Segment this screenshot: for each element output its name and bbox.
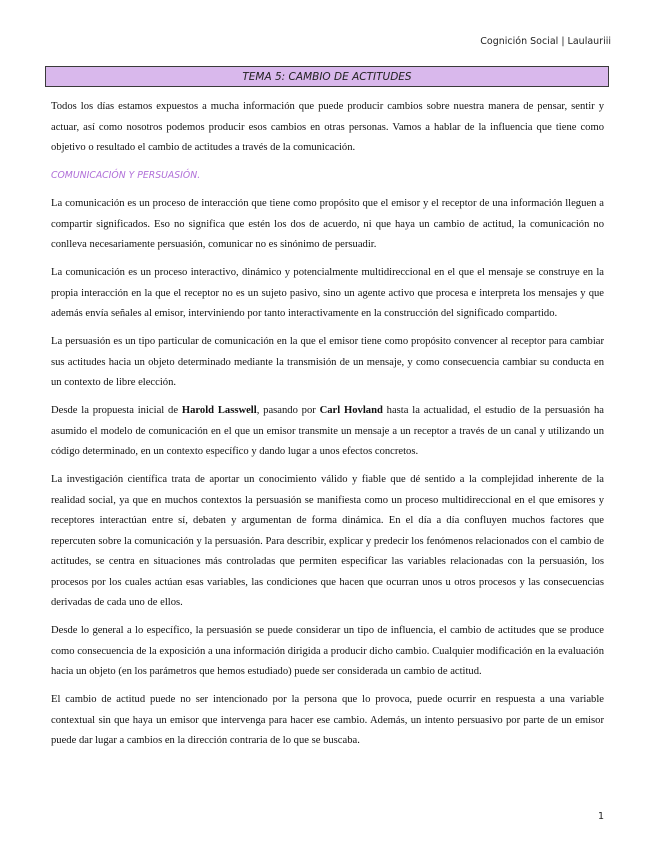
- intro-paragraph: Todos los días estamos expuestos a mucha información que puede producir cambios sobre nuestra manera de pensar, sentir y actuar, así como nosotros podemos producir esos cambios en otras personas. Vamos a hablar de la influencia que tiene como objetivo o resultado el cambio de actitudes a través de la comunicación.: [51, 101, 604, 153]
- paragraph: La persuasión es un tipo particular de comunicación en la que el emisor tiene como propósito convencer al receptor para cambiar sus actitudes hacia un objeto determinado mediante la transmisión de un mensaje, y como consecuencia cambiar su conducta en un contexto de libre elección.: [51, 336, 604, 388]
- author-name-hovland: Carl Hovland: [319, 405, 383, 416]
- paragraph: El cambio de actitud puede no ser intencionado por la persona que lo provoca, puede ocurrir en respuesta a una variable contextual sin que haya un emisor que intervenga para hacer ese cambio. Además, un intento persuasivo por parte de un emisor puede dar lugar a cambios en la dirección contraria de lo que se buscaba.: [51, 694, 604, 746]
- text-span: hasta la actualidad, el estudio de la persuasión ha asumido el modelo de comunicación en el que un emisor transmite un mensaje a un receptor a través de un canal y utilizando un código determinado, en un contexto específico y dando lugar a unos efectos concretos.: [51, 405, 604, 457]
- text-span: , pasando por: [256, 405, 320, 416]
- author-name-lasswell: Harold Lasswell: [181, 405, 257, 416]
- section-heading: COMUNICACIÓN Y PERSUASIÓN.: [51, 170, 201, 181]
- page-header: Cognición Social | Laulauriii: [480, 36, 611, 47]
- document-body: [51, 97, 604, 759]
- page-number: 1: [597, 811, 604, 822]
- paragraph: La investigación científica trata de aportar un conocimiento válido y fiable que dé sentido a la complejidad inherente de la realidad social, ya que en muchos contextos la persuasión se manifiesta como un proceso multidireccional en el que emisores y receptores interactúan entre sí, debaten y argumentan de forma dinámica. En el día a día confluyen muchos factores que repercuten sobre la comunicación y la persuasión. Para describir, explicar y predecir los fenómenos relacionados con el cambio de actitudes, se centra en situaciones más controladas que permiten especificar las variables relacionadas con la persuasión, los procesos por los cuales actúan esas variables, las condiciones que hacen que ocurran unos u otros procesos y las consecuencias derivadas de cada uno de ellos.: [51, 474, 604, 608]
- page-title: TEMA 5: CAMBIO DE ACTITUDES: [45, 66, 609, 87]
- paragraph: La comunicación es un proceso interactivo, dinámico y potencialmente multidireccional en el que el mensaje se construye en la propia interacción en la que el receptor no es un sujeto pasivo, sino un agente activo que procesa e interpreta los mensajes y que además envía señales al emisor, interviniendo por tanto interactivamente en la construcción del significado compartido.: [51, 267, 604, 319]
- paragraph: La comunicación es un proceso de interacción que tiene como propósito que el emisor y el receptor de una información lleguen a compartir significados. Eso no significa que estén los dos de acuerdo, ni que haya un cambio de actitud, la comunicación no conlleva necesariamente persuasión, comunicar no es sinónimo de persuadir.: [51, 198, 604, 250]
- paragraph: Desde lo general a lo específico, la persuasión se puede considerar un tipo de influencia, el cambio de actitudes que se produce como consecuencia de la exposición a una información dirigida a producir dicho cambio. Cualquier modificación en la evaluación hacia un objeto (en los parámetros que hemos estudiado) puede ser considerada un cambio de actitud.: [51, 625, 604, 677]
- text-span: Desde la propuesta inicial de: [51, 405, 182, 416]
- lasswell-paragraph: [51, 401, 604, 463]
